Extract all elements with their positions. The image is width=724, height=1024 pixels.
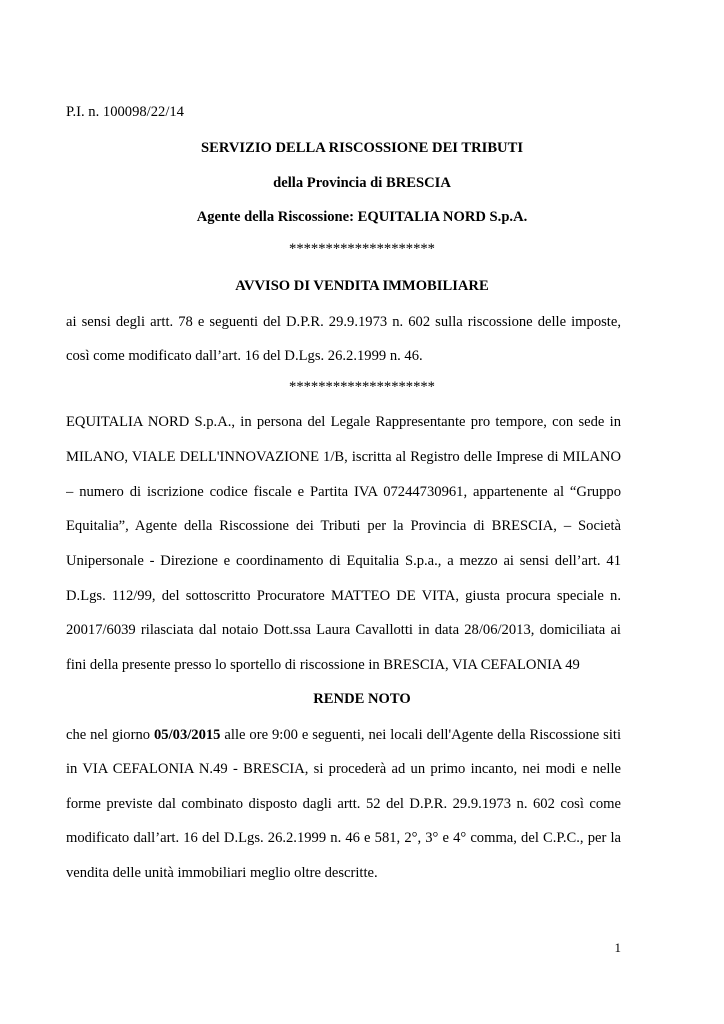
separator-bottom: ******************** [289,379,435,395]
page-number: 1 [614,940,621,955]
sale-text-before-date: che nel giorno [66,727,154,743]
intro-line: 20017/6039 rilasciata dal notaio Dott.ssa Laura Cavallotti in data 28/06/2013, domiciliata ai [66,622,621,638]
province-heading: della Provincia di BRESCIA [273,175,451,191]
intro-line: D.Lgs. 112/99, del sottoscritto Procuratore MATTEO DE VITA, giusta procura speciale n. [66,588,621,604]
legal-basis-line: così come modificato dall’art. 16 del D.Lgs. 26.2.1999 n. 46. [66,348,423,364]
agent-heading: Agente della Riscossione: EQUITALIA NORD S.p.A. [196,209,528,225]
notice-title: AVVISO DI VENDITA IMMOBILIARE [235,278,489,294]
rende-noto-heading: RENDE NOTO [313,691,411,707]
legal-basis-line: ai sensi degli artt. 78 e seguenti del D.P.R. 29.9.1973 n. 602 sulla riscossione delle imposte, [66,314,621,330]
service-heading: SERVIZIO DELLA RISCOSSIONE DEI TRIBUTI [200,140,524,156]
sale-line-first [66,726,621,744]
intro-line: – numero di iscrizione codice fiscale e Partita IVA 07244730961, appartenente al “Gruppo [66,484,621,500]
sale-line-last: vendita delle unità immobiliari meglio oltre descritte. [66,865,378,881]
separator-top: ******************** [289,241,435,257]
sale-date: 05/03/2015 [154,727,221,743]
sale-line: modificato dall’art. 16 del D.Lgs. 26.2.1999 n. 46 e 581, 2°, 3° e 4° comma, del C.P.C., per la [66,830,621,846]
sale-text-after-date: alle ore 9:00 e seguenti, nei locali dell'Agente della Riscossione siti [220,727,621,743]
intro-line: Equitalia”, Agente della Riscossione dei Tributi per la Provincia di BRESCIA, – Società [66,518,621,534]
intro-line: fini della presente presso lo sportello di riscossione in BRESCIA, VIA CEFALONIA 49 [66,657,580,673]
intro-line: MILANO, VIALE DELL'INNOVAZIONE 1/B, iscritta al Registro delle Imprese di MILANO [66,449,621,465]
sale-line: forme previste dal combinato disposto dagli artt. 52 del D.P.R. 29.9.1973 n. 602 così come [66,796,621,812]
sale-line: in VIA CEFALONIA N.49 - BRESCIA, si procederà ad un primo incanto, nei modi e nelle [66,761,621,777]
intro-line: Unipersonale - Direzione e coordinamento di Equitalia S.p.a., a mezzo ai sensi dell’art. 41 [66,553,621,569]
intro-line: EQUITALIA NORD S.p.A., in persona del Legale Rappresentante pro tempore, con sede in [66,414,621,430]
reference-number: P.I. n. 100098/22/14 [66,104,184,120]
